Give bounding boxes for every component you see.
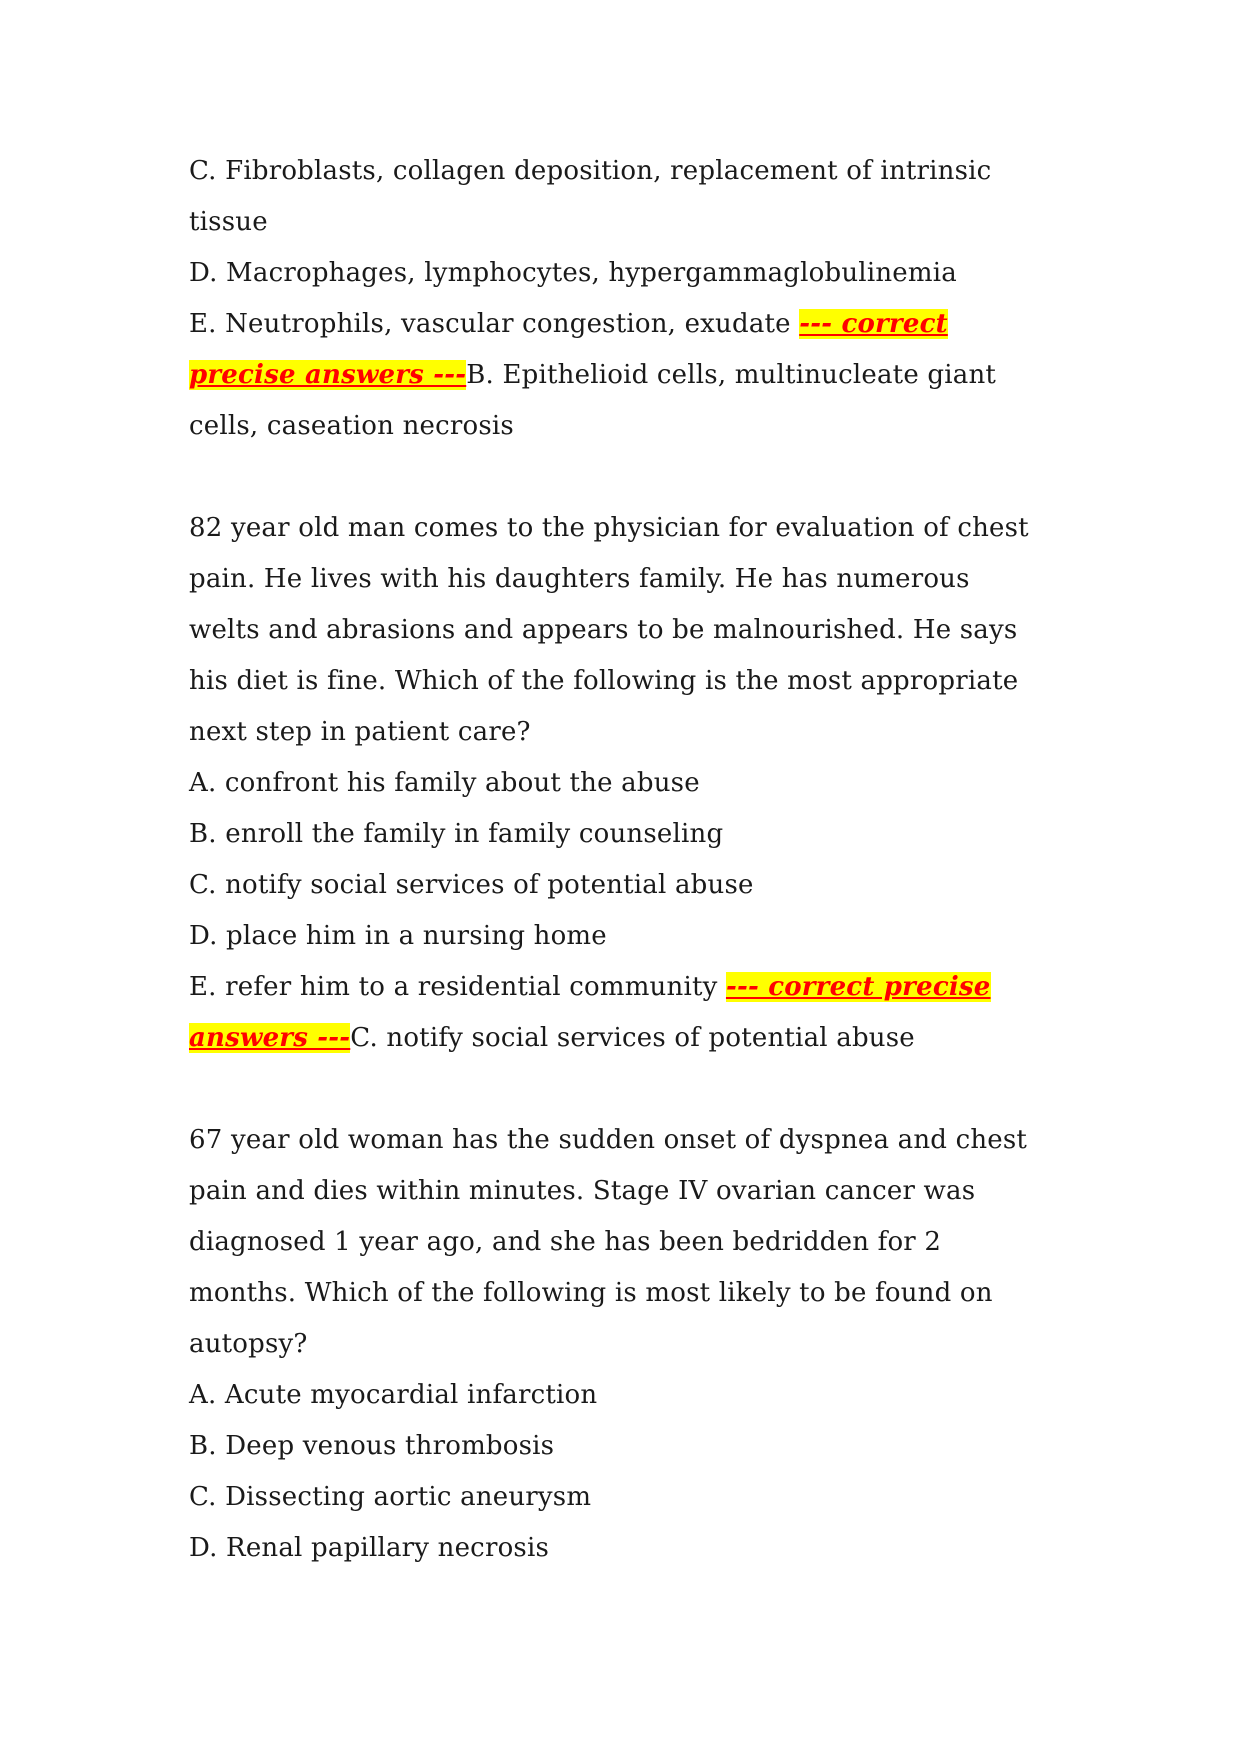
option-b: B. enroll the family in family counseling [189,819,724,849]
option-a: A. confront his family about the abuse [189,768,700,798]
question-stem-line: 67 year old woman has the sudden onset of dyspnea and chest [189,1125,1028,1155]
answer-text: B. Epithelioid cells, multinucleate giant [466,360,997,390]
option-b: B. Deep venous thrombosis [189,1431,555,1461]
paragraph-gap [189,452,1069,503]
question-stem-line: autopsy? [189,1329,308,1359]
option-e-text: E. refer him to a residential community [189,972,726,1002]
option-c-line-2: tissue [189,207,268,237]
answer-line-1 [189,350,1069,401]
paragraph-gap [189,1064,1069,1115]
option-c: C. notify social services of potential abuse [189,870,754,900]
option-e-with-marker [189,962,1069,1013]
answer-marker: --- correct [799,309,948,339]
document-body [189,146,1069,1574]
question-stem-line: pain and dies within minutes. Stage IV ovarian cancer was [189,1176,976,1206]
question-stem-line: months. Which of the following is most likely to be found on [189,1278,993,1308]
answer-line [189,1013,1069,1064]
option-d: D. Renal papillary necrosis [189,1533,550,1563]
question-stem-line: diagnosed 1 year ago, and she has been bedridden for 2 [189,1227,942,1257]
question-stem-line: pain. He lives with his daughters family. He has numerous [189,564,970,594]
answer-marker-cont: precise answers --- [189,360,467,390]
option-e-with-marker [189,299,1069,350]
answer-text: C. notify social services of potential abuse [350,1023,915,1053]
answer-marker: --- correct precise [725,972,991,1002]
option-d: D. Macrophages, lymphocytes, hypergammaglobulinemia [189,258,957,288]
option-e-text: E. Neutrophils, vascular congestion, exudate [189,309,800,339]
question-stem-line: 82 year old man comes to the physician for evaluation of chest [189,513,1029,543]
option-c-line-1: C. Fibroblasts, collagen deposition, replacement of intrinsic [189,156,992,186]
answer-marker-cont: answers --- [189,1023,351,1053]
option-c: C. Dissecting aortic aneurysm [189,1482,592,1512]
option-a: A. Acute myocardial infarction [189,1380,598,1410]
question-stem-line: his diet is fine. Which of the following is the most appropriate [189,666,1019,696]
question-stem-line: next step in patient care? [189,717,531,747]
option-d: D. place him in a nursing home [189,921,607,951]
question-stem-line: welts and abrasions and appears to be malnourished. He says [189,615,1018,645]
answer-line-2: cells, caseation necrosis [189,411,514,441]
